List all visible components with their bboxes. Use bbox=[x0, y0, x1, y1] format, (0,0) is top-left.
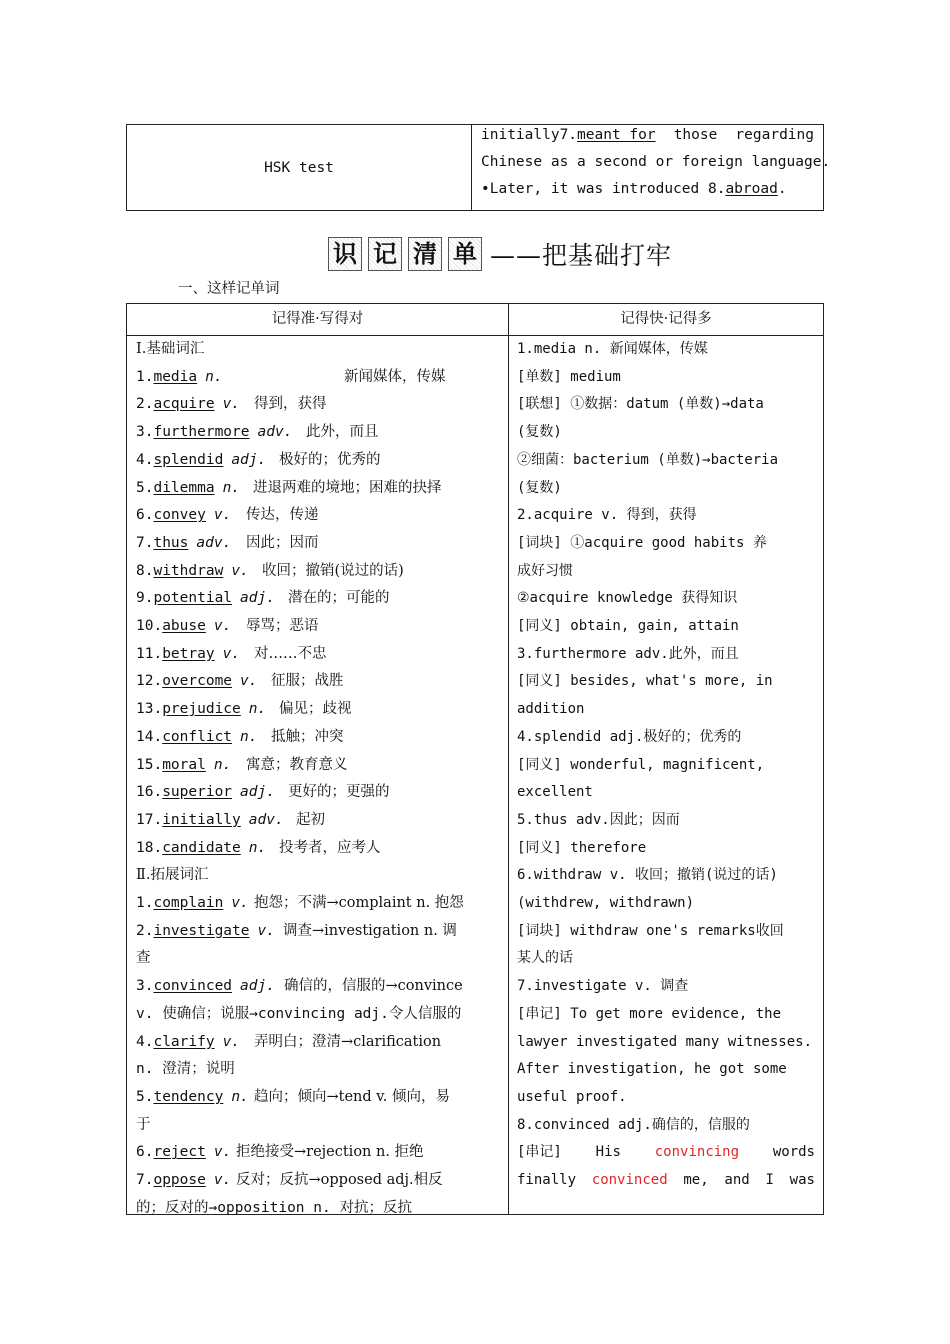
note-line: [单数] medium bbox=[517, 368, 621, 385]
word-group bbox=[136, 1034, 240, 1050]
word-group bbox=[136, 480, 240, 496]
note-line: ②acquire knowledge 获得知识 bbox=[517, 590, 738, 607]
vocab-word: candidate bbox=[162, 839, 241, 856]
part-of-speech: v. bbox=[213, 507, 232, 524]
note-line bbox=[517, 1167, 815, 1195]
vocab-meaning: 此外，而且 bbox=[306, 424, 379, 441]
item-number: 10. bbox=[136, 618, 163, 634]
word-group bbox=[136, 535, 231, 551]
note-line: (复数) bbox=[517, 424, 562, 441]
note-line: (复数) bbox=[517, 479, 562, 496]
vocab-meaning: 确信的，信服的→convince bbox=[284, 978, 463, 995]
item-number: 8. bbox=[136, 562, 154, 579]
note-line: [同义] besides, what's more, in bbox=[517, 673, 773, 690]
word-group bbox=[136, 452, 266, 468]
word-group bbox=[136, 563, 249, 579]
vocab-line bbox=[136, 613, 500, 641]
word-group bbox=[136, 784, 275, 800]
part-of-speech: n. bbox=[213, 756, 232, 773]
vocab-meaning: 潜在的；可能的 bbox=[288, 590, 390, 607]
vocab-word: reject bbox=[153, 1144, 206, 1161]
vocab-meaning: 新闻媒体，传媒 bbox=[344, 368, 446, 385]
item-number: 4. bbox=[136, 1033, 154, 1050]
vocab-line bbox=[136, 1139, 500, 1167]
note-line bbox=[517, 1139, 815, 1167]
part-of-speech: adj. bbox=[231, 451, 267, 468]
item-number: 9. bbox=[136, 590, 154, 607]
heading-box-char: 清 bbox=[408, 237, 442, 271]
word-group bbox=[136, 646, 240, 662]
part-of-speech: adj. bbox=[240, 590, 275, 607]
part-of-speech: adv. bbox=[196, 534, 232, 551]
note-word: I bbox=[765, 1172, 774, 1188]
item-number: 18. bbox=[136, 839, 163, 856]
vocab-meaning: 得到，获得 bbox=[254, 396, 327, 413]
note-line: 某人的话 bbox=[517, 950, 573, 967]
vocab-line bbox=[136, 1167, 500, 1195]
vocab-word: abuse bbox=[162, 618, 206, 634]
vocab-line bbox=[136, 890, 500, 918]
section-heading bbox=[328, 233, 672, 275]
note-word: His bbox=[595, 1144, 621, 1161]
vocab-meaning: 投考者，应考人 bbox=[279, 839, 381, 856]
item-number: 12. bbox=[136, 673, 163, 690]
item-number: 7. bbox=[136, 534, 154, 551]
vocab-word: acquire bbox=[153, 396, 215, 413]
word-group bbox=[136, 1144, 231, 1160]
vocab-word: prejudice bbox=[162, 701, 241, 718]
part-of-speech: n. bbox=[248, 701, 267, 718]
top-line-3: •Later, it was introduced 8.abroad. bbox=[481, 181, 787, 197]
vocab-line bbox=[136, 1084, 500, 1112]
vocabulary-table bbox=[126, 303, 824, 1215]
item-number: 4. bbox=[136, 451, 154, 468]
vocab-line bbox=[136, 475, 500, 503]
note-line: 7.investigate v. 调查 bbox=[517, 978, 689, 995]
note-line: [词块] ①acquire good habits 养 bbox=[517, 534, 767, 551]
part-of-speech: adj. bbox=[240, 978, 275, 995]
vocab-meaning: 起初 bbox=[296, 811, 325, 828]
table-header-row bbox=[127, 304, 823, 336]
vocab-word: investigate bbox=[153, 922, 250, 939]
top-line-1: initially7.meant for those regarding bbox=[481, 127, 814, 143]
part-of-speech: n. bbox=[205, 368, 223, 385]
note-word: finally bbox=[517, 1172, 577, 1188]
vocab-line bbox=[136, 364, 500, 392]
vocab-meaning: 偏见；歧视 bbox=[279, 701, 352, 718]
vocab-word: splendid bbox=[153, 451, 224, 468]
column-divider bbox=[508, 304, 509, 1214]
word-group bbox=[136, 729, 258, 745]
part-of-speech: v. bbox=[240, 673, 258, 690]
vocab-meaning: 反对；反抗→opposed adj.相反 bbox=[236, 1172, 443, 1188]
part-of-speech: adv. bbox=[257, 424, 293, 441]
item-number: 5. bbox=[136, 479, 154, 496]
vocab-line bbox=[136, 752, 500, 780]
top-line-2: Chinese as a second or foreign language. bbox=[481, 154, 831, 170]
vocab-word: oppose bbox=[153, 1172, 206, 1188]
word-group bbox=[136, 923, 275, 939]
part-of-speech: n. bbox=[240, 728, 258, 745]
vocab-line bbox=[136, 973, 500, 1001]
note-line: 6.withdraw v. 收回；撤销(说过的话) bbox=[517, 867, 778, 884]
vocab-line bbox=[136, 502, 500, 530]
note-line: [同义] wonderful, magnificent, bbox=[517, 756, 765, 773]
note-line: lawyer investigated many witnesses. bbox=[517, 1033, 813, 1050]
note-line: (withdrew, withdrawn) bbox=[517, 895, 695, 911]
word-group bbox=[136, 424, 292, 440]
vocab-line bbox=[136, 945, 500, 973]
note-line: useful proof. bbox=[517, 1088, 627, 1105]
vocab-meaning: 抱怨；不满→complaint n. 抱怨 bbox=[254, 895, 464, 911]
vocab-word: moral bbox=[162, 756, 206, 773]
vocab-word: thus bbox=[153, 534, 189, 551]
vocab-meaning: 抵触；冲突 bbox=[271, 728, 344, 745]
part-of-speech: adj. bbox=[240, 784, 275, 801]
word-group bbox=[136, 840, 266, 856]
vocab-meaning: 辱骂；恶语 bbox=[246, 618, 319, 634]
note-line: [同义] therefore bbox=[517, 839, 647, 856]
item-number: 5. bbox=[136, 1088, 154, 1105]
vocab-line bbox=[136, 419, 500, 447]
note-line: [词块] withdraw one's remarks收回 bbox=[517, 922, 784, 939]
vocab-meaning: 因此；因而 bbox=[246, 534, 319, 551]
vocab-word: media bbox=[153, 368, 198, 385]
vocab-word: convinced bbox=[153, 978, 233, 995]
item-number: 15. bbox=[136, 756, 163, 773]
note-line: 4.splendid adj.极好的；优秀的 bbox=[517, 728, 742, 745]
vocab-word: complain bbox=[153, 895, 224, 911]
word-group bbox=[136, 701, 266, 717]
word-group bbox=[136, 1089, 249, 1105]
note-word: and bbox=[724, 1172, 750, 1188]
line-text: v. 使确信；说服→convincing adj.令人信服的 bbox=[136, 1005, 462, 1022]
item-number: 13. bbox=[136, 701, 163, 718]
item-number: 11. bbox=[136, 645, 163, 662]
vocab-meaning: 拒绝接受→rejection n. 拒绝 bbox=[236, 1144, 424, 1161]
word-group bbox=[136, 757, 231, 773]
note-word: [串记] bbox=[517, 1144, 562, 1161]
vocab-line bbox=[136, 530, 500, 558]
vocab-word: betray bbox=[162, 645, 215, 662]
note-word: was bbox=[789, 1172, 815, 1188]
note-line: excellent bbox=[517, 784, 593, 801]
heading-box-char: 识 bbox=[328, 237, 362, 271]
top-table bbox=[126, 124, 831, 211]
part-of-speech: v. bbox=[257, 922, 275, 939]
vocab-line bbox=[136, 336, 500, 364]
note-line: 1.media n. 新闻媒体，传媒 bbox=[517, 341, 708, 357]
note-line: 8.convinced adj.确信的，信服的 bbox=[517, 1116, 750, 1133]
word-group bbox=[136, 369, 223, 385]
vocab-word: convey bbox=[153, 507, 206, 524]
vocab-line bbox=[136, 807, 500, 835]
vocab-line bbox=[136, 668, 500, 696]
note-line: 3.furthermore adv.此外，而且 bbox=[517, 645, 739, 662]
line-text: 查 bbox=[136, 950, 151, 967]
item-number: 6. bbox=[136, 1144, 154, 1161]
vocab-line bbox=[136, 391, 500, 419]
item-number: 2. bbox=[136, 922, 154, 939]
vocab-line bbox=[136, 835, 500, 863]
vocab-meaning: 对……不忠 bbox=[254, 645, 327, 662]
vocab-word: dilemma bbox=[153, 479, 215, 496]
vocab-line bbox=[136, 779, 500, 807]
highlighted-word: convincing bbox=[654, 1144, 740, 1161]
vocab-meaning: 调查→investigation n. 调 bbox=[283, 922, 457, 939]
vocab-meaning: 弄明白；澄清→clarification bbox=[254, 1033, 442, 1050]
item-number: 2. bbox=[136, 396, 154, 413]
line-text: 的；反对的→opposition n. 对抗；反抗 bbox=[136, 1199, 412, 1216]
vocab-meaning: 极好的；优秀的 bbox=[279, 451, 381, 468]
part-of-speech: v. bbox=[231, 562, 249, 579]
blank-answer-7: meant for bbox=[577, 127, 656, 143]
vocab-meaning: 收回；撤销(说过的话) bbox=[262, 562, 404, 579]
vocab-word: furthermore bbox=[153, 424, 250, 441]
vocab-word: clarify bbox=[153, 1033, 215, 1050]
line-text: Ⅱ.拓展词汇 bbox=[136, 867, 209, 884]
note-word: words bbox=[772, 1144, 815, 1161]
vocab-word: withdraw bbox=[153, 562, 224, 579]
item-number: 1. bbox=[136, 895, 154, 911]
highlighted-word: convinced bbox=[591, 1172, 668, 1188]
header-left: 记得准·写得对 bbox=[271, 311, 364, 327]
vocab-word: overcome bbox=[162, 673, 233, 690]
item-number: 3. bbox=[136, 978, 154, 995]
part-of-speech: v. bbox=[222, 645, 241, 662]
note-line: 2.acquire v. 得到，获得 bbox=[517, 507, 697, 524]
heading-box-char: 单 bbox=[448, 237, 482, 271]
note-line: [联想] ①数据：datum (单数)→data bbox=[517, 396, 764, 413]
blank-answer-8: abroad bbox=[725, 181, 778, 197]
vocab-line bbox=[136, 1195, 500, 1223]
heading-box-char: 记 bbox=[368, 237, 402, 271]
vocab-line bbox=[136, 585, 500, 613]
header-right: 记得快·记得多 bbox=[620, 311, 712, 327]
line-text: Ⅰ.基础词汇 bbox=[136, 341, 205, 357]
part-of-speech: n. bbox=[222, 479, 241, 496]
vocab-meaning: 更好的；更强的 bbox=[288, 784, 390, 801]
item-number: 16. bbox=[136, 784, 163, 801]
hsk-test-label: HSK test bbox=[264, 159, 334, 176]
vocab-meaning: 进退两难的境地；困难的抉择 bbox=[253, 479, 442, 496]
vocab-line bbox=[136, 724, 500, 752]
word-group bbox=[136, 590, 275, 606]
part-of-speech: v. bbox=[213, 1144, 232, 1161]
part-of-speech: v. bbox=[222, 396, 241, 413]
note-line: 成好习惯 bbox=[517, 562, 573, 579]
word-group bbox=[136, 618, 231, 634]
part-of-speech: n. bbox=[231, 1088, 249, 1105]
item-number: 3. bbox=[136, 424, 154, 441]
vocab-line bbox=[136, 696, 500, 724]
part-of-speech: n. bbox=[248, 839, 267, 856]
vocab-word: tendency bbox=[153, 1088, 224, 1105]
heading-tail: ——把基础打牢 bbox=[490, 241, 673, 270]
vocab-line bbox=[136, 641, 500, 669]
item-number: 14. bbox=[136, 728, 163, 745]
word-group bbox=[136, 978, 275, 994]
subheading: 一、这样记单词 bbox=[178, 281, 280, 297]
note-word: me, bbox=[683, 1172, 709, 1188]
note-line: ②细菌：bacterium (单数)→bacteria bbox=[517, 451, 779, 468]
word-group bbox=[136, 507, 231, 523]
vocab-line bbox=[136, 1056, 500, 1084]
part-of-speech: adv. bbox=[248, 811, 284, 828]
vocab-word: superior bbox=[162, 784, 233, 801]
note-line: addition bbox=[517, 701, 585, 718]
vocab-line bbox=[136, 1001, 500, 1029]
note-line: 5.thus adv.因此；因而 bbox=[517, 811, 680, 828]
word-group bbox=[136, 895, 249, 911]
part-of-speech: v. bbox=[213, 1172, 232, 1188]
vocab-meaning: 趋向；倾向→tend v. 倾向，易 bbox=[254, 1088, 450, 1105]
top-table-left-cell bbox=[127, 125, 472, 210]
word-group bbox=[136, 812, 284, 828]
vocab-line bbox=[136, 918, 500, 946]
part-of-speech: v. bbox=[222, 1033, 241, 1050]
word-group bbox=[136, 673, 258, 689]
vocab-line bbox=[136, 1029, 500, 1057]
vocab-line bbox=[136, 558, 500, 586]
item-number: 6. bbox=[136, 507, 154, 524]
vocab-meaning: 征服；战胜 bbox=[271, 673, 344, 690]
note-line: After investigation, he got some bbox=[517, 1061, 787, 1078]
note-line: [同义] obtain, gain, attain bbox=[517, 618, 739, 634]
part-of-speech: v. bbox=[231, 895, 249, 911]
item-number: 1. bbox=[136, 368, 154, 385]
vocab-meaning: 传达，传递 bbox=[246, 507, 319, 524]
vocab-word: initially bbox=[162, 811, 241, 828]
line-text: 于 bbox=[136, 1116, 151, 1133]
vocab-line bbox=[136, 862, 500, 890]
vocab-word: potential bbox=[153, 590, 233, 607]
line-text: n. 澄清；说明 bbox=[136, 1061, 235, 1078]
item-number: 17. bbox=[136, 811, 163, 828]
top-table-right-cell bbox=[472, 125, 831, 210]
vocab-meaning: 寓意；教育意义 bbox=[246, 756, 348, 773]
vocab-word: conflict bbox=[162, 728, 233, 745]
item-number: 7. bbox=[136, 1172, 154, 1188]
vocab-line bbox=[136, 1112, 500, 1140]
part-of-speech: v. bbox=[213, 618, 232, 634]
word-group bbox=[136, 1172, 231, 1188]
vocab-line bbox=[136, 447, 500, 475]
note-line: [串记] To get more evidence, the bbox=[517, 1005, 782, 1022]
word-group bbox=[136, 396, 240, 412]
